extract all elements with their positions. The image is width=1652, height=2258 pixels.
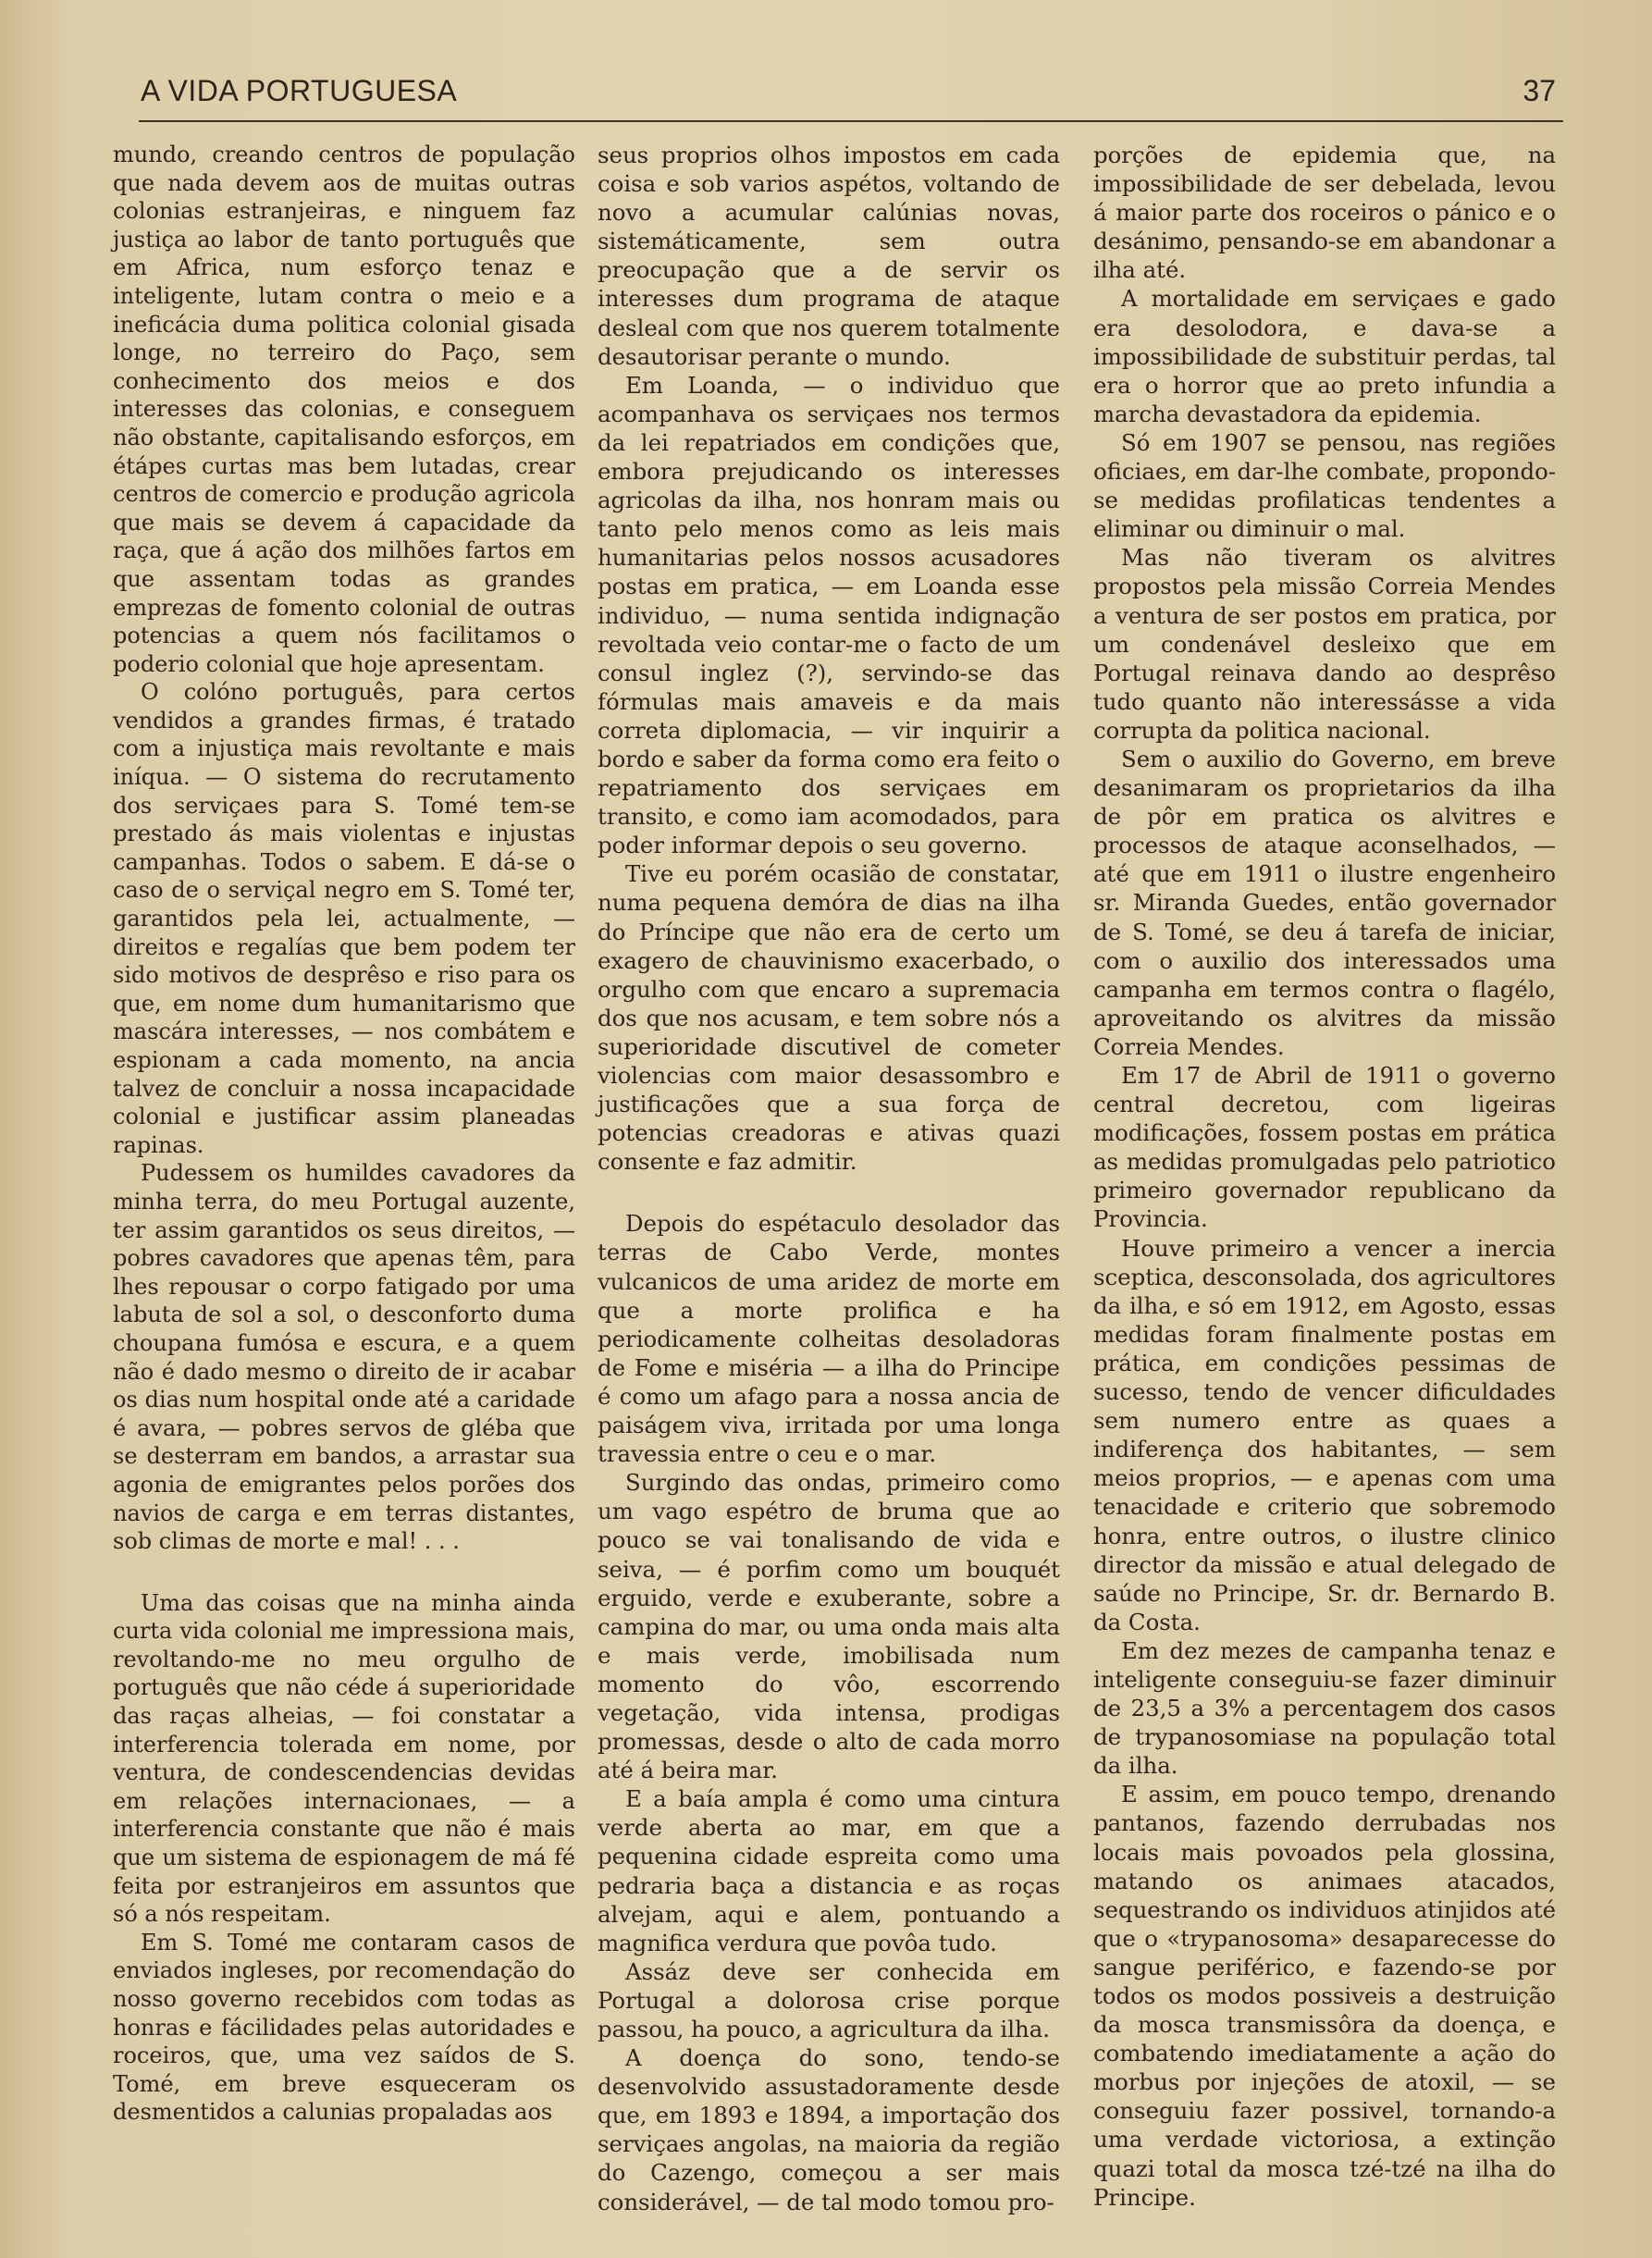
- paragraph: A doença do sono, tendo-se desenvolvido assustadoramente desde que, em 1893 e 1894, a importação dos serviçaes angolas, na maioria da região do Cazengo, começou a ser mais considerável, — de tal modo tomou pro-: [598, 2044, 1060, 2215]
- paragraph: A mortalidade em serviçaes e gado era desolodora, e dava-se a impossibilidade de substituir perdas, tal era o horror que ao preto infundia a marcha devastadora da epidemia.: [1093, 285, 1556, 427]
- paragraph: E assim, em pouco tempo, drenando pantanos, fazendo derrubadas nos locais mais povoados pela glossina, matando os animaes atacados, sequestrando os individuos atinjidos até que o «trypanosoma» desaparecesse do sangue periférico, e fazendo-se por todos os modos possiveis a destruição da mosca transmissôra da doença, e combatendo imediatamente a ação do morbus por injeções de atoxil, — se conseguiu fazer possivel, tornando-a uma verdade victoriosa, a extinção quazi total da mosca tzé-tzé na ilha do Principe.: [1093, 1781, 1556, 2211]
- paragraph: O colóno português, para certos vendidos a grandes firmas, é tratado com a injustiça mais revoltante e mais iníqua. — O sistema do recrutamento dos serviçaes para S. Tomé tem-se prestado ás mais violentas e injustas campanhas. Todos o sabem. E dá-se o caso de o serviçal negro em S. Tomé ter, garantidos pela lei, actualmente, — direitos e regalías que bem podem ter sido motivos de desprêso e riso para os que, em nome dum humanitarismo que mascára interesses, — nos combátem e espionam a cada momento, na ancia talvez de concluir a nossa incapacidade colonial e justificar assim planeadas rapinas.: [113, 679, 575, 1158]
- page-number: 37: [1523, 74, 1556, 107]
- paragraph: Mas não tiveram os alvitres propostos pela missão Correia Mendes a ventura de ser postos em pratica, por um condenável desleixo que em Portugal reinava dando ao desprêso tudo quanto não interessásse a vida corrupta da politica nacional.: [1093, 544, 1556, 744]
- paragraph: porções de epidemia que, na impossibilidade de ser debelada, levou á maior parte dos roceiros o pánico e o desánimo, pensando-se em abandonar a ilha até.: [1093, 142, 1556, 284]
- paragraph: Em S. Tomé me contaram casos de enviados ingleses, por recomendação do nosso governo recebidos com todas as honras e fácilidades pelas autoridades e roceiros, que, uma vez saídos de S. Tomé, em breve esqueceram os desmentidos a calunias propaladas aos: [113, 1929, 575, 2126]
- page-header: [139, 68, 1563, 122]
- text-column-2: [598, 141, 1060, 2216]
- paragraph: Sem o auxilio do Governo, em breve desanimaram os proprietarios da ilha de pôr em pratica os alvitres e processos de ataque aconselhados, — até que em 1911 o ilustre engenheiro sr. Miranda Guedes, então governador de S. Tomé, se deu á tarefa de iniciar, com o auxilio dos interessados uma campanha em termos contra o flagélo, aproveitando os alvitres da missão Correia Mendes.: [1093, 745, 1556, 1060]
- paragraph: Pudessem os humildes cavadores da minha terra, do meu Portugal auzente, ter assim garantidos os seus direitos, — pobres cavadores que apenas têm, para lhes repousar o corpo fatigado por uma labuta de sol a sol, o desconforto duma choupana fumósa e escura, e a quem não é dado mesmo o direito de ir acabar os dias num hospital onde até a caridade é avara, — pobres servos de gléba que se desterram em bandos, a arrastar sua agonia de emigrantes pelos porões dos navios de carga e em terras distantes, sob climas de morte e mal! . . .: [113, 1160, 575, 1555]
- text-column-3: [1093, 141, 1556, 2212]
- paragraph: Em Loanda, — o individuo que acompanhava os serviçaes nos termos da lei repatriados em condições que, embora prejudicando os interesses agricolas da ilha, nos honram mais ou tanto pelo menos como as leis mais humanitarias pelos nossos acusadores postas em pratica, — em Loanda esse individuo, — numa sentida indignação revoltada veio contar-me o facto de um consul inglez (?), servindo-se das fórmulas mais amaveis e da mais correta diplomacia, — vir inquirir a bordo e saber da forma como era feito o repatriamento dos serviçaes em transito, e como iam acomodados, para poder informar depois o seu governo.: [598, 371, 1060, 859]
- paragraph: Surgindo das ondas, primeiro como um vago espétro de bruma que ao pouco se vai tonalisando de vida e seiva, — é porfim como um bouquét erguido, verde e exuberante, sobre a campina do mar, ou uma onda mais alta e mais verde, imobilisada num momento do vôo, escorrendo vegetação, vida intensa, prodigas promessas, desde o alto de cada morro até á beira mar.: [598, 1469, 1060, 1784]
- paragraph: Assáz deve ser conhecida em Portugal a dolorosa crise porque passou, ha pouco, a agricultura da ilha.: [598, 1957, 1060, 2042]
- paragraph: Depois do espétaculo desolador das terras de Cabo Verde, montes vulcanicos de uma aridez de morte em que a morte prolifica e ha periodicamente colheitas desoladoras de Fome e miséria — a ilha do Principe é como um afago para a nossa ancia de paiságem viva, irritada por uma longa travessia entre o ceu e o mar.: [598, 1210, 1060, 1468]
- paragraph: seus proprios olhos impostos em cada coisa e sob varios aspétos, voltando de novo a acumular calúnias novas, sistemáticamente, sem outra preocupação que a de servir os interesses dum programa de ataque desleal com que nos querem totalmente desautorisar perante o mundo.: [598, 142, 1060, 370]
- paragraph: Em 17 de Abril de 1911 o governo central decretou, com ligeiras modificações, fossem postas em prática as medidas promulgadas pelo patriotico primeiro governador republicano da Provincia.: [1093, 1062, 1556, 1233]
- paragraph: Só em 1907 se pensou, nas regiões oficiaes, em dar-lhe combate, propondo-se medidas profilaticas tendentes a eliminar ou diminuir o mal.: [1093, 428, 1556, 543]
- paragraph: Em dez mezes de campanha tenaz e inteligente conseguiu-se fazer diminuir de 23,5 a 3% a percentagem dos casos de trypanosomiase na população total da ilha.: [1093, 1636, 1556, 1780]
- paragraph: Tive eu porém ocasião de constatar, numa pequena demóra de dias na ilha do Príncipe que não era de certo um exagero de chauvinismo exacerbado, o orgulho com que encaro a supremacia dos que nos acusam, e tem sobre nós a superioridade discutivel de cometer violencias com maior desassombro e justificações que a sua força de potencias creadoras e ativas quazi consente e faz admitir.: [598, 860, 1060, 1176]
- paragraph: Houve primeiro a vencer a inercia sceptica, desconsolada, dos agricultores da ilha, e só em 1912, em Agosto, essas medidas foram finalmente postas em prática, em condições pessimas de sucesso, tendo de vencer dificuldades sem numero entre as quaes a indiferença dos habitantes, — sem meios proprios, — e apenas com uma tenacidade e criterio que sobremodo honra, entre outros, o ilustre clinico director da missão e atual delegado de saúde no Principe, Sr. dr. Bernardo B. da Costa.: [1093, 1234, 1556, 1635]
- running-title: A VIDA PORTUGUESA: [141, 74, 458, 107]
- paragraph: E a baía ampla é como uma cintura verde aberta ao mar, em que a pequenina cidade espreita como uma pedraria baça a distancia e as roças alvejam, aqui e alem, pontuando a magnifica verdura que povôa tudo.: [598, 1785, 1060, 1956]
- paragraph: mundo, creando centros de população que nada devem aos de muitas outras colonias estranjeiras, e ninguem faz justiça ao labor de tanto português que em Africa, num esforço tenaz e inteligente, lutam contra o meio e a ineficácia duma politica colonial gisada longe, no terreiro do Paço, sem conhecimento dos meios e dos interesses das colonias, e conseguem não obstante, capitalisando esforços, em étápes curtas mas bem lutadas, crear centros de comercio e produção agricola que mais se devem á capacidade da raça, que á ação dos milhões fartos em que assentam todas as grandes emprezas de fomento colonial de outras potencias a quem nós facilitamos o poderio colonial que hoje apresentam.: [113, 142, 575, 677]
- text-column-1: [113, 141, 575, 2127]
- paragraph: Uma das coisas que na minha ainda curta vida colonial me impressiona mais, revoltando-me no meu orgulho de português que não céde á superioridade das raças alheias, — foi constatar a interferencia tolerada em nome, por ventura, de condescendencias devidas em relações internacionaes, — a interferencia constante que não é mais que um sistema de espionagem de má fé feita por estranjeiros em assuntos que só a nós respeitam.: [113, 1589, 575, 1928]
